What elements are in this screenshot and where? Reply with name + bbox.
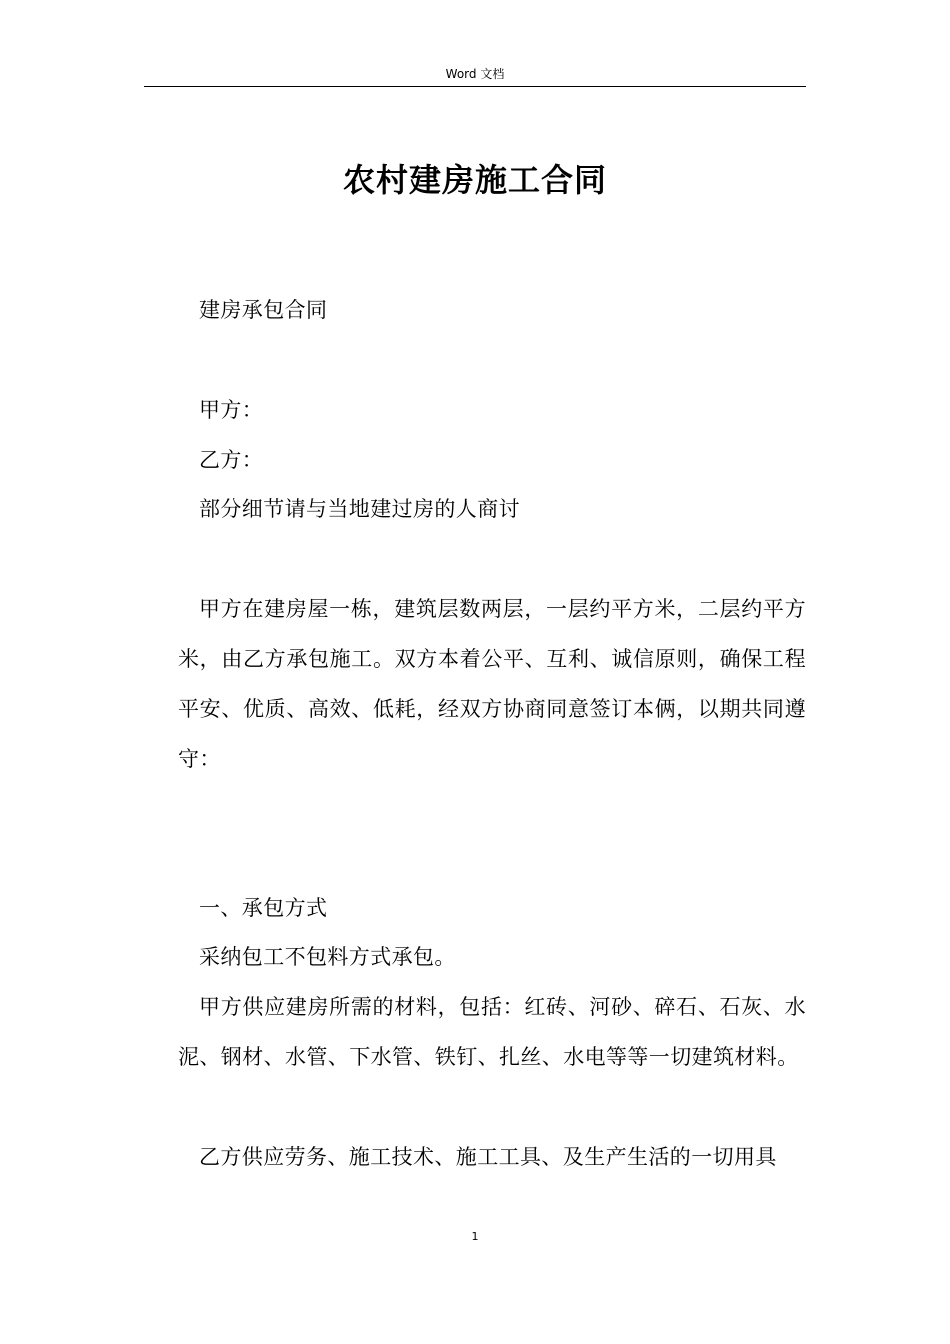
intro-paragraph: 甲方在建房屋一栋，建筑层数两层，一层约平方米，二层约平方米，由乙方承包施工。双方本着公平、互利、诚信原则，确保工程平安、优质、高效、低耗，经双方协商同意签订本俩，以期共同遵守： (178, 597, 806, 771)
page-header-label: Word 文档 (445, 67, 505, 81)
note-paragraph: 部分细节请与当地建过房的人商讨 (199, 497, 520, 521)
page-number: 1 (471, 1230, 479, 1243)
party-b-paragraph: 乙方： (199, 448, 264, 472)
header-divider (144, 86, 806, 87)
section-heading: 一、承包方式 (199, 896, 328, 920)
party-a-paragraph: 甲方： (199, 398, 264, 422)
labor-paragraph: 乙方供应劳务、施工技术、施工工具、及生产生活的一切用具 (199, 1145, 777, 1169)
materials-paragraph: 甲方供应建房所需的材料，包括：红砖、河砂、碎石、石灰、水泥、钢材、水管、下水管、铁钉、扎丝、水电等等一切建筑材料。 (178, 995, 806, 1069)
body-paragraph: 采纳包工不包料方式承包。 (199, 945, 456, 969)
document-title: 农村建房施工合同 (342, 161, 607, 199)
subtitle-paragraph: 建房承包合同 (199, 298, 328, 322)
